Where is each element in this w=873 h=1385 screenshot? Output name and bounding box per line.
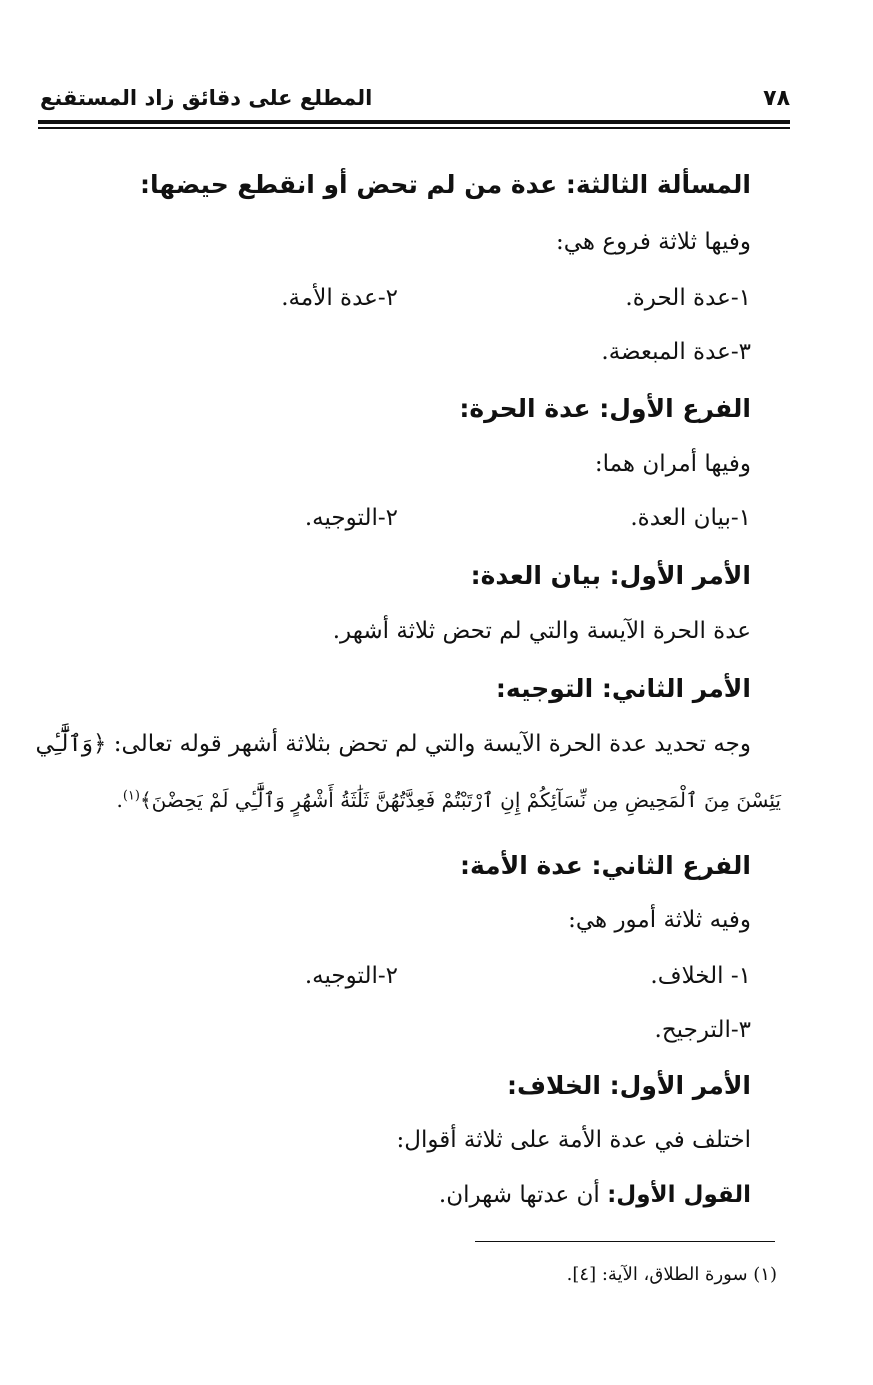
list-item: ١-عدة الحرة.: [625, 285, 751, 311]
list-item: ١- الخلاف.: [650, 963, 751, 989]
quran-verse: [116, 788, 781, 812]
paragraph: [439, 1182, 751, 1208]
list-item: ٢-التوجيه.: [304, 963, 398, 989]
subsection-heading: الأمر الأول: الخلاف:: [506, 1071, 751, 1100]
footnote: (١) سورة الطلاق، الآية: [٤].: [566, 1264, 777, 1285]
running-header: [40, 80, 790, 116]
paragraph: وفيه ثلاثة أمور هي:: [568, 907, 751, 933]
subsection-heading: الفرع الثاني: عدة الأمة:: [459, 851, 751, 880]
subsection-heading: الأمر الثاني: التوجيه:: [495, 674, 751, 703]
header-rule-thin: [38, 127, 790, 129]
list-item: ٣-عدة المبعضة.: [601, 339, 751, 365]
paragraph: عدة الحرة الآيسة والتي لم تحض ثلاثة أشهر.: [332, 618, 751, 644]
subsection-heading: الفرع الأول: عدة الحرة:: [459, 394, 751, 423]
paragraph: وفيها أمران هما:: [594, 451, 751, 477]
page-number: ٧٨: [763, 86, 790, 111]
subsection-heading: الأمر الأول: بيان العدة:: [470, 561, 751, 590]
quran-period: .: [116, 788, 123, 812]
opinion-label: القول الأول:: [607, 1182, 751, 1208]
paragraph: اختلف في عدة الأمة على ثلاثة أقوال:: [396, 1127, 751, 1153]
footnote-rule: [475, 1241, 775, 1242]
list-item: ١-بيان العدة.: [630, 505, 751, 531]
paragraph: وفيها ثلاثة فروع هي:: [555, 229, 751, 255]
quran-text: يَئِسْنَ مِنَ ٱلْمَحِيضِ مِن نِّسَآئِكُمْ إِنِ ٱرْتَبْتُمْ فَعِدَّتُهُنَّ ثَلَٰثَةُ أَشْهُرٍ وَٱلَّٰٓـِٔي لَمْ يَحِضْنَ﴾: [139, 788, 781, 812]
list-item: ٣-الترجيح.: [654, 1017, 751, 1043]
book-title: المطلع على دقائق زاد المستقنع: [40, 86, 373, 110]
header-rule-thick: [38, 120, 790, 124]
list-item: ٢-التوجيه.: [304, 505, 398, 531]
footnote-ref: (١): [122, 788, 140, 804]
list-item: ٢-عدة الأمة.: [281, 285, 398, 311]
opinion-text: أن عدتها شهران.: [438, 1182, 608, 1208]
paragraph: وجه تحديد عدة الحرة الآيسة والتي لم تحض بثلاثة أشهر قوله تعالى: ﴿وَٱلَّٰٓـِٔي: [35, 731, 751, 757]
section-heading: المسألة الثالثة: عدة من لم تحض أو انقطع حيضها:: [139, 170, 751, 199]
